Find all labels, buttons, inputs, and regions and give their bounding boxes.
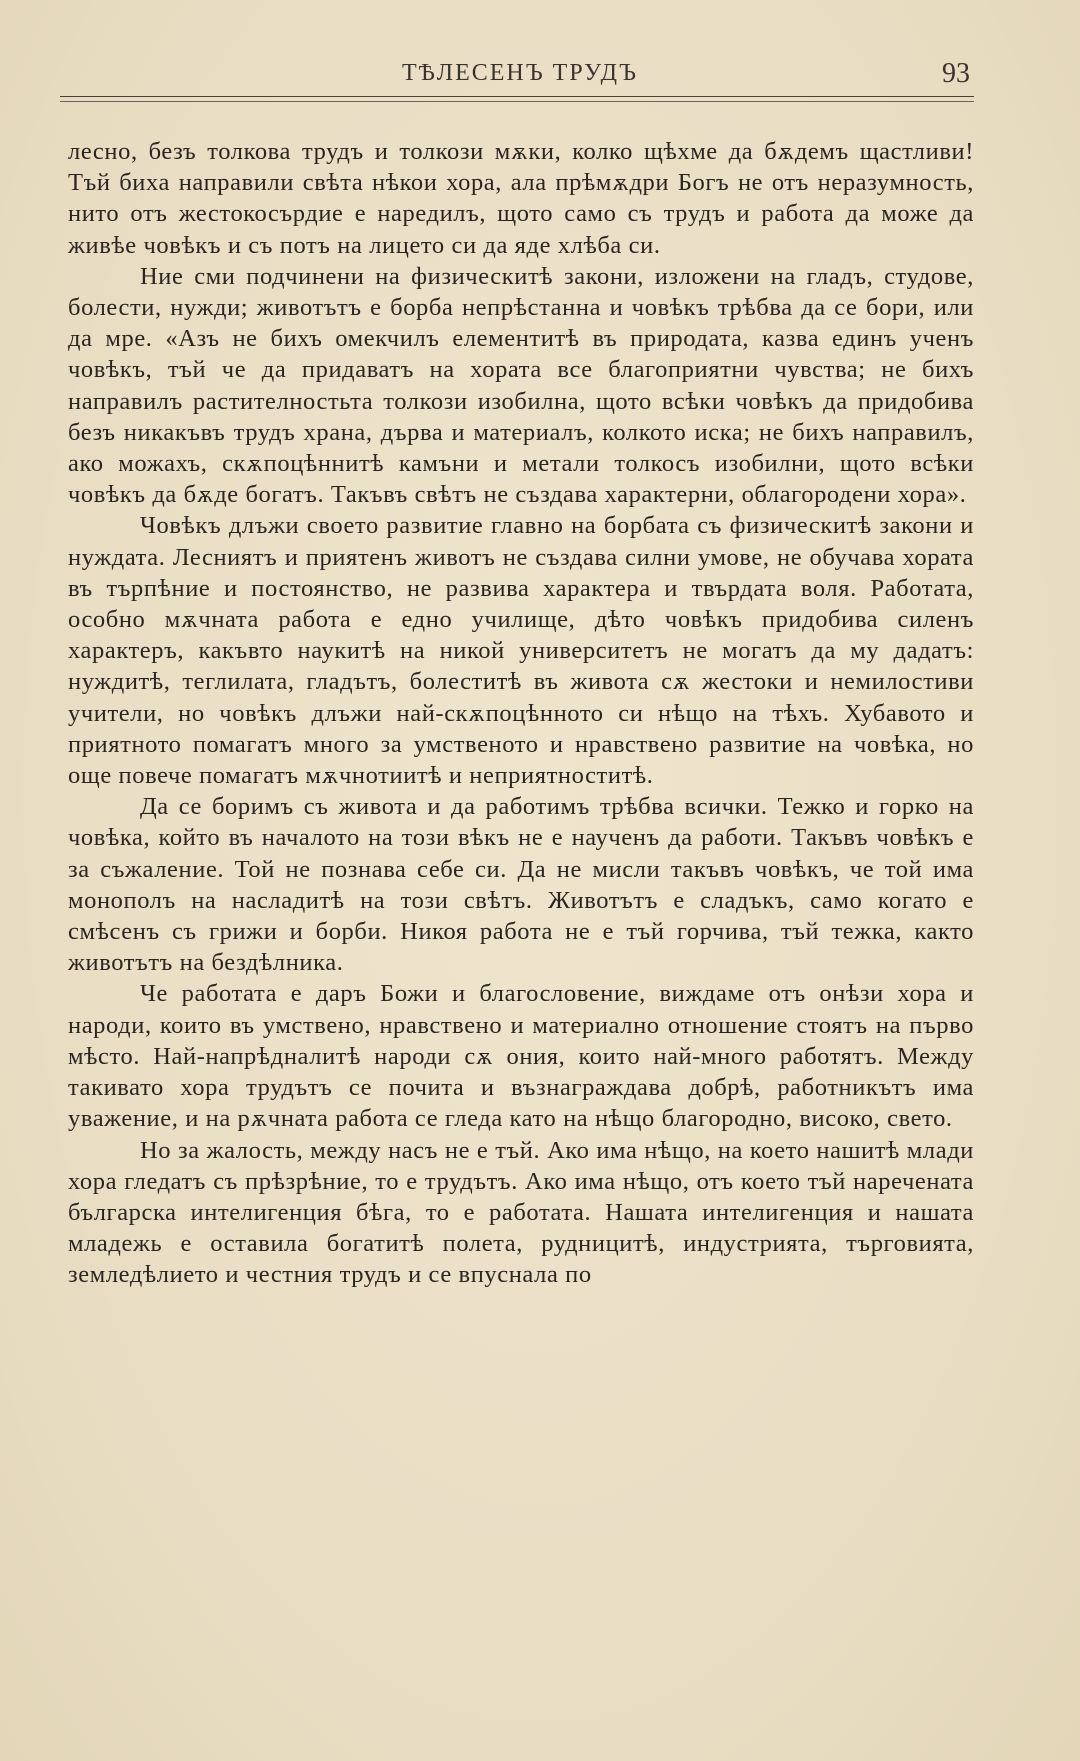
paragraph-5: Че работата е даръ Божи и благословение, виждаме отъ онѣзи хора и народи, които въ умствено, нравствено и материално отношение стоятъ на първо мѣсто. Най-напрѣдналитѣ народи сѫ ония, които най-много работятъ. Между такивато хора трудътъ се почита и възнаграждава добрѣ, работникътъ има уважение, и на рѫчната работа се гледа като на нѣщо благородно, високо, свето.: [68, 980, 974, 1133]
page-header: [66, 56, 974, 96]
paragraph-4: Да се боримъ съ живота и да работимъ трѣбва всички. Тежко и горко на човѣка, който въ началото на този вѣкъ не е наученъ да работи. Такъвъ човѣкъ е за съжаление. Той не познава себе си. Да не мисли такъвъ човѣкъ, че той има монополъ на насладитѣ на този свѣтъ. Животътъ е сладъкъ, само когато е смѣсенъ съ грижи и борби. Никоя работа не е тъй горчива, тъй тежка, както животътъ на бездѣлника.: [68, 793, 974, 977]
paragraph-1: лесно, безъ толкова трудъ и толкози мѫки, колко щѣхме да бѫдемъ щастливи! Тъй биха направили свѣта нѣкои хора, ала прѣмѫдри Богъ не отъ неразумность, нито отъ жестокосърдие е наредилъ, щото само съ трудъ и работа да може да живѣе човѣкъ и съ потъ на лицето си да яде хлѣба си.: [68, 138, 974, 259]
paragraph-6: Но за жалость, между насъ не е тъй. Ако има нѣщо, на което нашитѣ млади хора гледатъ съ прѣзрѣние, то е трудътъ. Ако има нѣщо, отъ което тъй наречената българска интелигенция бѣга, то е работата. Нашата интелигенция и нашата младежь е оставила богатитѣ полета, рудницитѣ, индустрията, търговията, земледѣлието и честния трудъ и се впуснала по: [68, 1136, 974, 1289]
page-number: 93: [942, 58, 970, 89]
paragraph-2: Ние сми подчинени на физическитѣ закони, изложени на гладъ, студове, болести, нужди; животътъ е борба непрѣстанна и човѣкъ трѣбва да се бори, или да мре. «Азъ не бихъ омекчилъ елементитѣ въ природата, казва единъ ученъ човѣкъ, тъй че да придаватъ на хората все благоприятни чувства; не бихъ направилъ растителностьта толкози изобилна, щото всѣки човѣкъ да придобива безъ никакъвъ трудъ храна, дърва и материалъ, колкото иска; не бихъ направилъ, ако можахъ, скѫпоцѣннитѣ камъни и метали толкосъ изобилни, щото всѣки човѣкъ да бѫде богатъ. Такъвъ свѣтъ не създава характерни, облагородени хора».: [68, 262, 974, 509]
header-rule: [60, 96, 974, 97]
header-rule-thin: [60, 101, 974, 102]
body-text: [68, 136, 974, 1291]
running-title: ТѢЛЕСЕНЪ ТРУДЪ: [402, 60, 638, 86]
paragraph-3: Човѣкъ длъжи своето развитие главно на борбата съ физическитѣ закони и нуждата. Лесниятъ и приятенъ животъ не създава силни умове, не обучава хората въ търпѣние и постоянство, не развива характера и твърдата воля. Работата, особно мѫчната работа е едно училище, дѣто човѣкъ придобива силенъ характеръ, какъвто наукитѣ на никой университетъ не могатъ да му дадатъ: нуждитѣ, теглилата, гладътъ, болеститѣ въ живота сѫ жестоки и немилостиви учители, но човѣкъ длъжи най-скѫпоцѣнното си нѣщо на тѣхъ. Хубавото и приятното помагатъ много за умственото и нравствено развитие на човѣка, но още повече помагатъ мѫчнотиитѣ и неприятноститѣ.: [68, 512, 974, 790]
